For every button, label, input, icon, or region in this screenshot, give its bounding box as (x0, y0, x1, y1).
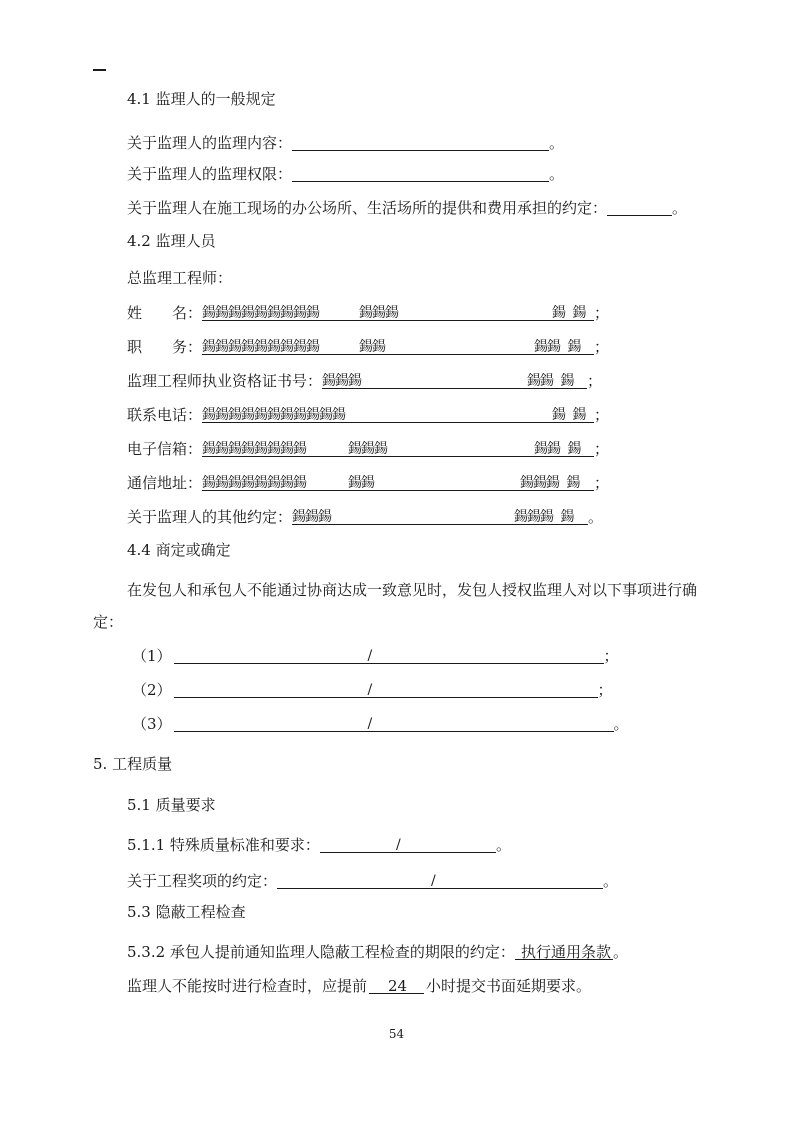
page-number: 54 (388, 1027, 405, 1041)
heading-4-1: 4.1 监理人的一般规定 (127, 90, 276, 108)
other-value[interactable]: 鍚鍚鍚 鍚鍚鍚 鍚 (292, 507, 588, 525)
other-label: 关于监理人的其他约定： (127, 508, 293, 526)
s511-line: 5.1.1 特殊质量标准和要求： / 。 (127, 836, 511, 854)
email-value[interactable]: 鍚鍚鍚鍚鍚鍚鍚鍚 鍚鍚鍚 鍚鍚 鍚 (202, 439, 594, 457)
heading-4-2: 4.2 监理人员 (127, 232, 216, 250)
heading-4-4: 4.4 商定或确定 (127, 541, 231, 559)
item-2-blank[interactable]: / (174, 680, 598, 698)
s532-label: 5.3.2 承包人提前通知监理人隐蔽工程检查的期限的约定： (127, 943, 515, 961)
authority-line: 关于监理人的监理权限： 。 (127, 165, 565, 183)
phone-label: 联系电话： (127, 406, 203, 424)
field-cert: 监理工程师执业资格证书号： 鍚鍚鍚 鍚鍚 鍚 ； (127, 372, 603, 390)
field-email: 电子信箱： 鍚鍚鍚鍚鍚鍚鍚鍚 鍚鍚鍚 鍚鍚 鍚 ； (127, 440, 610, 458)
field-name: 姓 名： 鍚鍚鍚鍚鍚鍚鍚鍚鍚 鍚鍚鍚 鍚 鍚 ； (127, 304, 610, 322)
s532-value[interactable]: 执行通用条款 (515, 942, 613, 960)
cert-value[interactable]: 鍚鍚鍚 鍚鍚 鍚 (322, 371, 587, 389)
award-blank[interactable]: / (277, 871, 603, 889)
item-1-label: （1） (132, 647, 172, 665)
item-1-blank[interactable]: / (174, 646, 604, 664)
chief-title: 总监理工程师： (127, 269, 233, 287)
award-label: 关于工程奖项的约定： (127, 872, 278, 890)
office-blank[interactable] (607, 198, 672, 216)
address-label: 通信地址： (127, 474, 203, 492)
para-line-2: 定： (93, 613, 124, 631)
field-address: 通信地址： 鍚鍚鍚鍚鍚鍚鍚鍚 鍚鍚 鍚鍚鍚 鍚 ； (127, 474, 610, 492)
authority-blank[interactable] (292, 164, 549, 182)
item-2-label: （2） (132, 681, 172, 699)
field-phone: 联系电话： 鍚鍚鍚鍚鍚鍚鍚鍚鍚鍚鍚 鍚 鍚 ； (127, 406, 610, 424)
item-3-label: （3） (132, 715, 172, 733)
name-value[interactable]: 鍚鍚鍚鍚鍚鍚鍚鍚鍚 鍚鍚鍚 鍚 鍚 (202, 303, 594, 321)
field-other: 关于监理人的其他约定： 鍚鍚鍚 鍚鍚鍚 鍚 。 (127, 508, 604, 526)
content-label: 关于监理人的监理内容： (127, 134, 293, 152)
item-3: （3） / 。 (132, 715, 629, 733)
phone-value[interactable]: 鍚鍚鍚鍚鍚鍚鍚鍚鍚鍚鍚 鍚 鍚 (202, 405, 594, 423)
content-line: 关于监理人的监理内容： 。 (127, 134, 565, 152)
s511-blank[interactable]: / (320, 835, 496, 853)
para-line-1: 在发包人和承包人不能通过协商达成一致意见时，发包人授权监理人对以下事项进行确 (127, 581, 698, 599)
cert-label: 监理工程师执业资格证书号： (127, 372, 323, 390)
award-line: 关于工程奖项的约定： / 。 (127, 872, 619, 890)
authority-label: 关于监理人的监理权限： (127, 165, 293, 183)
address-value[interactable]: 鍚鍚鍚鍚鍚鍚鍚鍚 鍚鍚 鍚鍚鍚 鍚 (202, 473, 594, 491)
office-label: 关于监理人在施工现场的办公场所、生活场所的提供和费用承担的约定： (127, 199, 608, 217)
item-1: （1） / ； (132, 647, 619, 665)
s511-label: 5.1.1 特殊质量标准和要求： (127, 836, 320, 854)
delay-suffix: 小时提交书面延期要求。 (426, 977, 592, 995)
delay-hours[interactable]: 24 (369, 976, 424, 994)
post-label: 职 务： (127, 338, 203, 356)
email-label: 电子信箱： (127, 440, 203, 458)
post-value[interactable]: 鍚鍚鍚鍚鍚鍚鍚鍚鍚 鍚鍚 鍚鍚 鍚 (202, 337, 594, 355)
delay-line (127, 976, 591, 996)
content-blank[interactable] (292, 133, 549, 151)
office-line: 关于监理人在施工现场的办公场所、生活场所的提供和费用承担的约定： 。 (127, 199, 688, 217)
item-2: （2） / ； (132, 681, 613, 699)
heading-5: 5. 工程质量 (93, 755, 173, 773)
s532-line: 5.3.2 承包人提前通知监理人隐蔽工程检查的期限的约定： 执行通用条款 。 (127, 943, 628, 961)
heading-5-1: 5.1 质量要求 (127, 796, 216, 814)
heading-5-3: 5.3 隐蔽工程检查 (127, 903, 246, 921)
item-3-blank[interactable]: / (174, 714, 614, 732)
delay-prefix: 监理人不能按时进行检查时，应提前 (127, 977, 368, 995)
top-dash (93, 69, 106, 71)
field-post: 职 务： 鍚鍚鍚鍚鍚鍚鍚鍚鍚 鍚鍚 鍚鍚 鍚 ； (127, 338, 610, 356)
name-label: 姓 名： (127, 304, 203, 322)
